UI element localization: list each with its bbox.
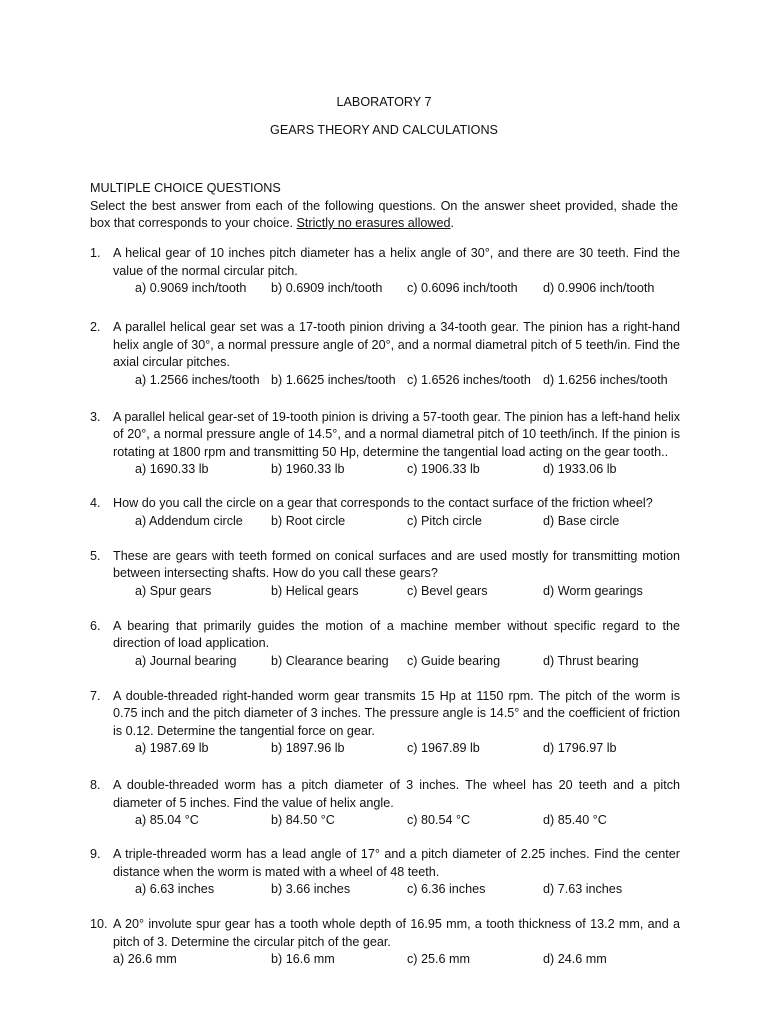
answer-option: a) 85.04 °C (135, 813, 199, 827)
question-text: A parallel helical gear-set of 19-tooth pinion is driving a 57-tooth gear. The pinion has a left-hand helix of 20°, a normal pressure angle of 14.5°, and a normal diametral pitch of 10 teeth/inch. If the pinion is rotating at 1800 rpm and transmitting 50 Hp, determine the tangential load acting on the gear tooth.. (113, 409, 680, 459)
answer-option: c) Bevel gears (407, 583, 488, 598)
answer-options (113, 881, 680, 899)
answer-options (113, 513, 680, 531)
answer-option: b) Helical gears (271, 583, 359, 598)
answer-options (113, 583, 680, 601)
question-text: A double-threaded worm has a pitch diameter of 3 inches. The wheel has 20 teeth and a pitch diameter of 5 inches. Find the value of helix angle. (113, 778, 680, 810)
question-number: 1. (90, 246, 101, 260)
question-item (90, 688, 680, 759)
answer-options (113, 740, 680, 758)
answer-option: a) 0.9069 inch/tooth (135, 281, 247, 295)
answer-option: c) 1.6526 inches/tooth (407, 372, 531, 387)
answer-option: a) 1987.69 lb (135, 741, 209, 755)
answer-option: d) 85.40 °C (543, 813, 607, 827)
answer-option: c) 0.6096 inch/tooth (407, 281, 518, 295)
question-number: 9. (90, 847, 101, 861)
instructions-section (90, 180, 678, 233)
answer-option: b) 16.6 mm (271, 952, 335, 966)
instructions-text: Select the best answer from each of the following questions. On the answer sheet provided, shade the box that corresponds to your choice. (90, 198, 678, 230)
answer-options (113, 372, 680, 390)
answer-options (113, 280, 680, 298)
answer-option: a) 1690.33 lb (135, 462, 209, 476)
instructions-end: . (450, 216, 455, 230)
answer-option: c) Pitch circle (407, 513, 482, 528)
question-text: A parallel helical gear set was a 17-tooth pinion driving a 34-tooth gear. The pinion has a right-hand helix angle of 30°, a normal pressure angle of 20°, and a normal diametral pitch of 5 teeth/in. Find the axial circular pitches. (113, 320, 680, 369)
question-item (90, 846, 680, 899)
answer-option: c) 1906.33 lb (407, 462, 480, 476)
answer-option: a) Addendum circle (135, 513, 243, 528)
answer-options (113, 653, 680, 671)
answer-option: a) 26.6 mm (113, 952, 177, 966)
answer-option: b) Root circle (271, 513, 346, 528)
no-erasures-note: Strictly no erasures allowed (296, 216, 451, 230)
question-text: How do you call the circle on a gear that corresponds to the contact surface of the friction wheel? (113, 496, 653, 510)
answer-option: b) 84.50 °C (271, 813, 335, 827)
question-item (90, 618, 680, 671)
question-text: A 20° involute spur gear has a tooth whole depth of 16.95 mm, a tooth thickness of 13.2 mm, and a pitch of 3. Determine the circular pitch of the gear. (113, 917, 680, 949)
answer-option: b) 1897.96 lb (271, 741, 345, 755)
answer-option: d) 7.63 inches (543, 882, 623, 896)
answer-option: b) 1960.33 lb (271, 462, 345, 476)
answer-option: d) 0.9906 inch/tooth (543, 281, 655, 295)
question-number: 8. (90, 778, 101, 792)
question-item (90, 245, 680, 298)
answer-option: a) 1.2566 inches/tooth (135, 372, 260, 387)
question-item (90, 777, 680, 830)
question-text: These are gears with teeth formed on conical surfaces and are used mostly for transmitting motion between intersecting shafts. How do you call these gears? (113, 548, 680, 580)
answer-option: a) Journal bearing (135, 653, 237, 668)
answer-option: c) 80.54 °C (407, 813, 471, 827)
answer-option: d) 24.6 mm (543, 952, 607, 966)
question-text: A bearing that primarily guides the motion of a machine member without specific regard to the direction of load application. (113, 618, 680, 650)
answer-option: d) 1.6256 inches/tooth (543, 372, 668, 387)
answer-option: d) Thrust bearing (543, 653, 639, 668)
answer-option: d) Base circle (543, 513, 620, 528)
question-item (90, 495, 680, 531)
section-heading: MULTIPLE CHOICE QUESTIONS (90, 181, 281, 195)
lab-title: LABORATORY 7 (336, 95, 432, 109)
question-text: A helical gear of 10 inches pitch diameter has a helix angle of 30°, and there are 30 teeth. Find the value of the normal circular pitch. (113, 246, 680, 278)
answer-option: a) Spur gears (135, 583, 212, 598)
question-item (90, 409, 680, 480)
question-number: 2. (90, 320, 101, 334)
answer-options (113, 951, 680, 969)
question-number: 6. (90, 618, 101, 633)
answer-option: a) 6.63 inches (135, 882, 215, 896)
question-item (90, 548, 680, 601)
question-list (90, 245, 680, 969)
answer-option: b) 1.6625 inches/tooth (271, 372, 396, 387)
question-number: 3. (90, 409, 101, 424)
question-item (90, 319, 680, 390)
answer-option: b) 0.6909 inch/tooth (271, 281, 383, 295)
question-text: A triple-threaded worm has a lead angle of 17° and a pitch diameter of 2.25 inches. Find the center distance when the worm is mated with a wheel of 48 teeth. (113, 847, 680, 879)
answer-option: c) 6.36 inches (407, 882, 486, 896)
answer-options (113, 812, 680, 830)
question-number: 10. (90, 917, 108, 931)
answer-option: b) 3.66 inches (271, 882, 351, 896)
question-item (90, 916, 680, 969)
question-number: 5. (90, 548, 101, 563)
question-number: 4. (90, 496, 101, 510)
question-number: 7. (90, 688, 101, 703)
answer-option: b) Clearance bearing (271, 653, 389, 668)
question-text: A double-threaded right-handed worm gear transmits 15 Hp at 1150 rpm. The pitch of the worm is 0.75 inch and the pitch diameter of 3 inches. The pressure angle is 14.5° and the coefficient of friction is 0.12. Determine the tangential force on gear. (113, 688, 680, 738)
instructions (90, 198, 678, 233)
answer-options (113, 461, 680, 479)
answer-option: d) 1933.06 lb (543, 462, 617, 476)
answer-option: c) 1967.89 lb (407, 741, 480, 755)
answer-option: d) 1796.97 lb (543, 741, 617, 755)
answer-option: d) Worm gearings (543, 583, 643, 598)
answer-option: c) 25.6 mm (407, 952, 470, 966)
subject-title: GEARS THEORY AND CALCULATIONS (270, 123, 498, 137)
answer-option: c) Guide bearing (407, 653, 501, 668)
